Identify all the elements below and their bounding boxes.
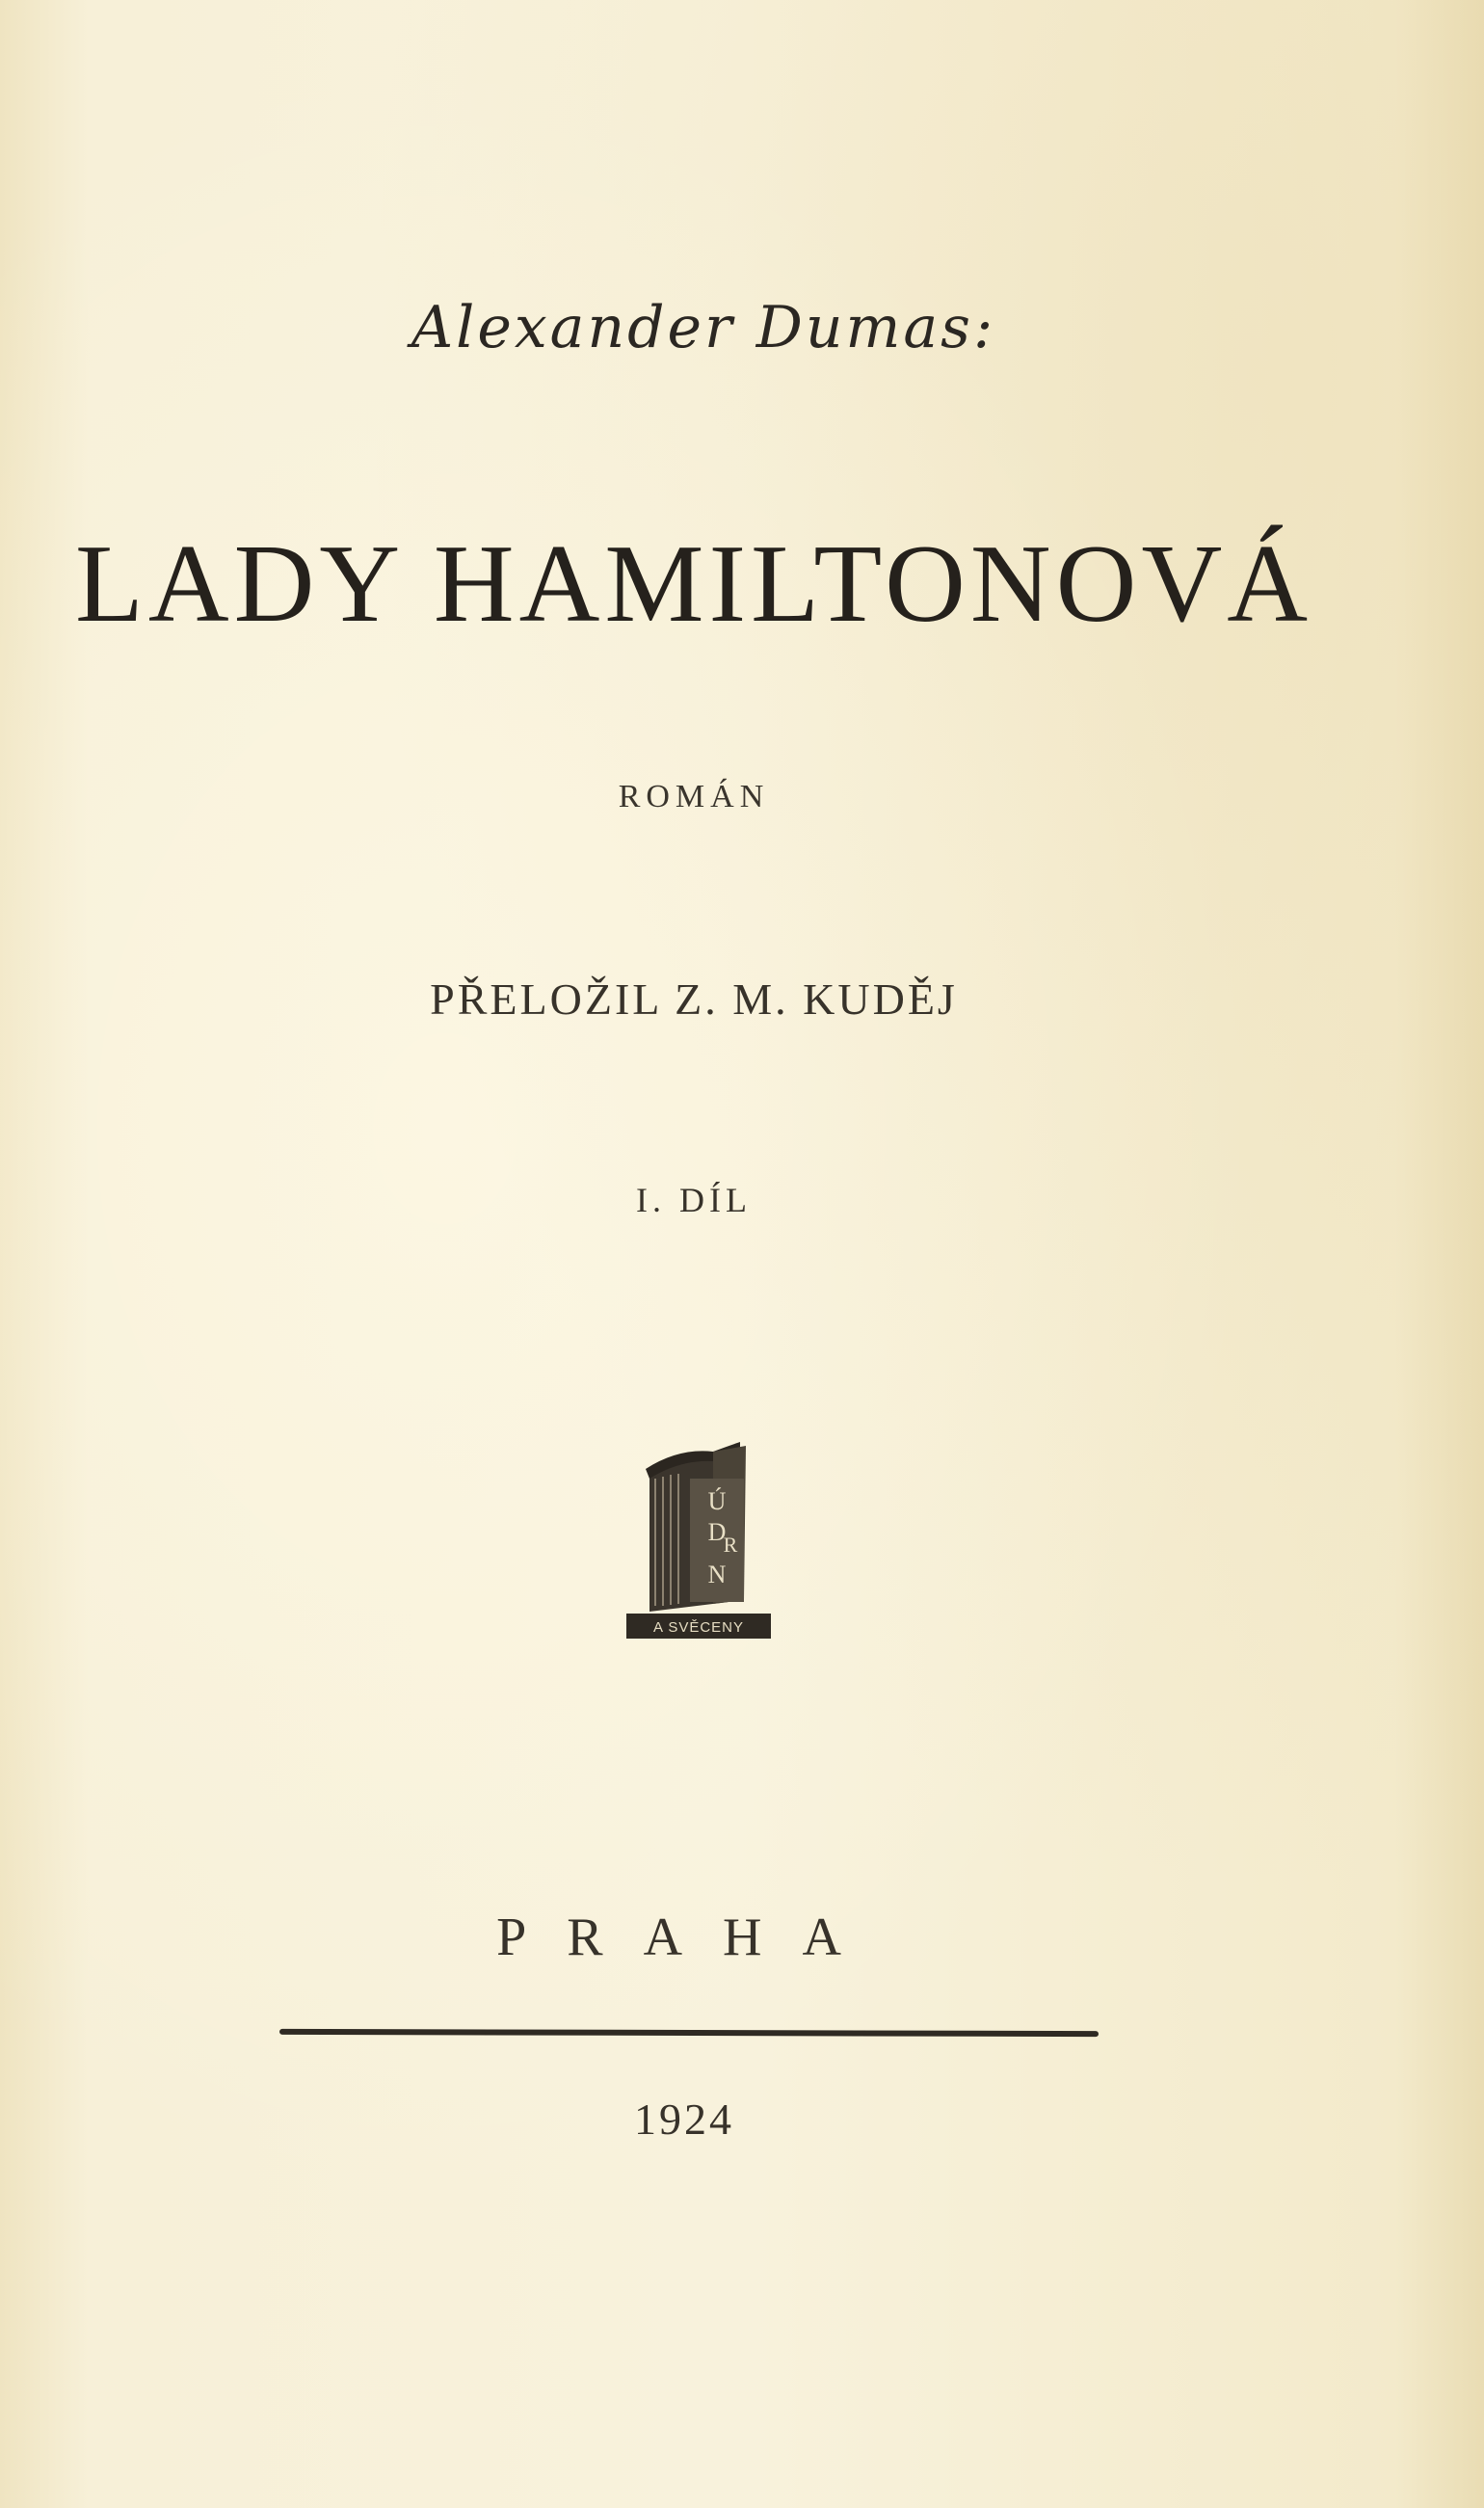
translator-credit: PŘELOŽIL Z. M. KUDĚJ bbox=[430, 974, 958, 1024]
divider-rule bbox=[279, 2029, 1099, 2037]
publication-city: PRAHA bbox=[496, 1908, 882, 1967]
publication-year: 1924 bbox=[634, 2094, 734, 2144]
volume-label: I. DÍL bbox=[636, 1181, 752, 1219]
emblem-caption: A SVĚCENY bbox=[652, 1619, 745, 1636]
author-name: Alexander Dumas: bbox=[411, 294, 996, 361]
emblem-letter-2: D bbox=[707, 1518, 727, 1546]
publisher-book-emblem-icon bbox=[621, 1440, 775, 1644]
emblem-letter-4: N bbox=[707, 1561, 727, 1588]
book-title: LADY HAMILTONOVÁ bbox=[74, 522, 1312, 646]
emblem-letter-1: Ú bbox=[707, 1487, 727, 1515]
emblem-letter-3: R bbox=[723, 1533, 738, 1557]
genre-label: ROMÁN bbox=[618, 779, 770, 814]
